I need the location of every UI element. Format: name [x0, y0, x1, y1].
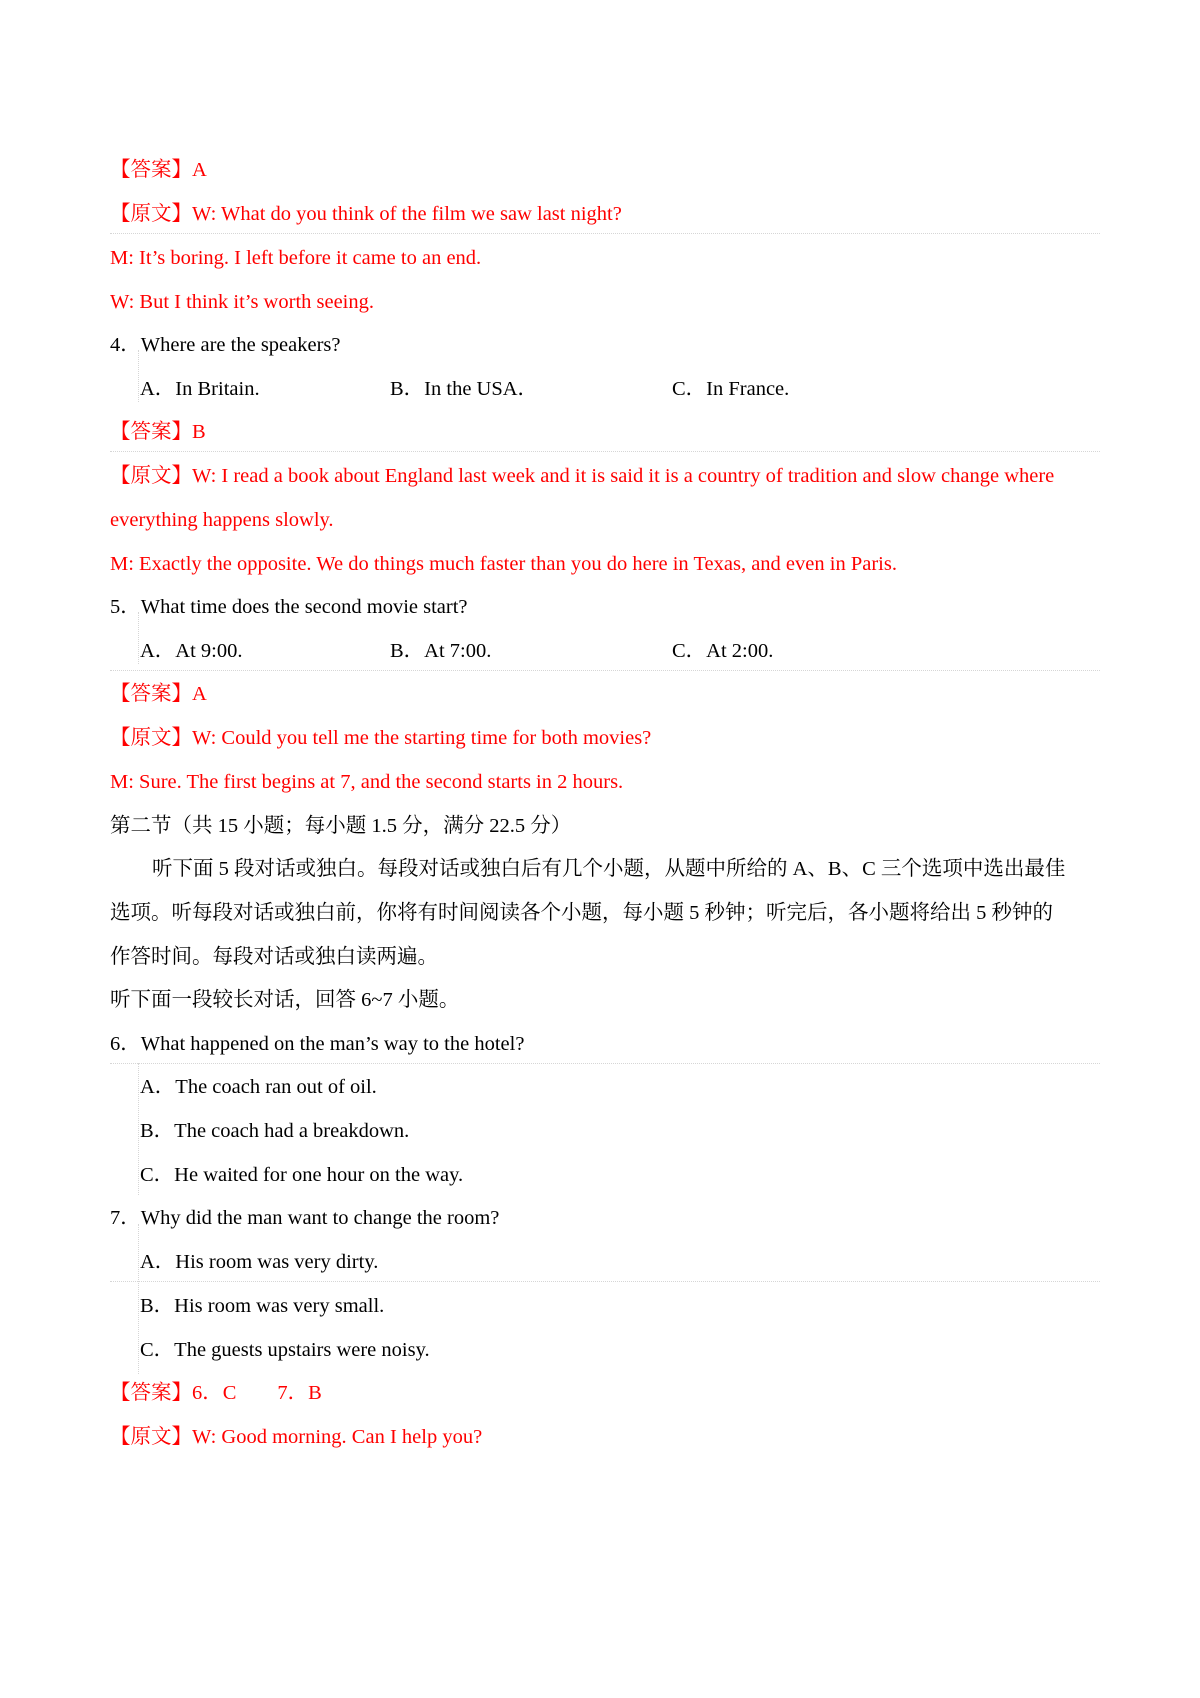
section2-instructions-line-3: 作答时间。每段对话或独白读两遍。: [110, 946, 438, 968]
q6-option-c: C．He waited for one hour on the way.: [140, 1164, 464, 1186]
dialog-intro: 听下面一段较长对话，回答 6~7 小题。: [110, 989, 460, 1011]
q4-script-line-1: 【原文】W: I read a book about England last week and it is said it is a country of tradition and slow change where: [110, 465, 1055, 487]
dotted-divider: [110, 451, 1100, 452]
option-guide-line: [138, 1063, 139, 1195]
q4-script-line-2: everything happens slowly.: [110, 509, 334, 531]
q6-7-answer: 【答案】6．C 7．B: [110, 1382, 322, 1404]
q7-option-a: A．His room was very dirty.: [140, 1251, 379, 1273]
q7-option-c: C．The guests upstairs were noisy.: [140, 1339, 430, 1361]
q5-question: 5．What time does the second movie start?: [110, 596, 468, 618]
section2-instructions-line-1: 听下面 5 段对话或独白。每段对话或独白后有几个小题，从题中所给的 A、B、C 三个选项中选出最佳: [152, 858, 1066, 880]
q5-answer: 【答案】A: [110, 683, 207, 705]
q5-option-c: C．At 2:00.: [672, 640, 774, 662]
option-guide-line: [138, 1224, 139, 1374]
option-guide-line: [138, 612, 139, 664]
q4-script-line-3: M: Exactly the opposite. We do things much faster than you do here in Texas, and even in Paris.: [110, 553, 897, 575]
dotted-divider: [110, 1281, 1100, 1282]
q5-option-b: B．At 7:00.: [390, 640, 492, 662]
dotted-divider: [110, 233, 1100, 234]
q5-script-line-1: 【原文】W: Could you tell me the starting time for both movies?: [110, 727, 652, 749]
q4-question: 4．Where are the speakers?: [110, 334, 341, 356]
q6-7-script-line-1: 【原文】W: Good morning. Can I help you?: [110, 1426, 483, 1448]
q3-answer: 【答案】A: [110, 159, 207, 181]
option-guide-line: [138, 350, 139, 402]
section2-instructions-line-2: 选项。听每段对话或独白前，你将有时间阅读各个小题，每小题 5 秒钟；听完后，各小题将给出 5 秒钟的: [110, 902, 1053, 924]
q3-script-line-3: W: But I think it’s worth seeing.: [110, 291, 375, 313]
q5-option-a: A．At 9:00.: [140, 640, 243, 662]
q7-option-b: B．His room was very small.: [140, 1295, 385, 1317]
dotted-divider: [110, 670, 1100, 671]
q7-question: 7．Why did the man want to change the room?: [110, 1207, 500, 1229]
q6-question: 6．What happened on the man’s way to the hotel?: [110, 1033, 525, 1055]
q4-option-a: A．In Britain.: [140, 378, 260, 400]
section2-heading: 第二节（共 15 小题；每小题 1.5 分，满分 22.5 分）: [110, 815, 572, 837]
q5-script-line-2: M: Sure. The first begins at 7, and the second starts in 2 hours.: [110, 771, 624, 793]
q4-option-b: B．In the USA．: [390, 378, 539, 400]
q4-option-c: C．In France.: [672, 378, 790, 400]
dotted-divider: [110, 1063, 1100, 1064]
q3-script-line-1: 【原文】W: What do you think of the film we saw last night?: [110, 203, 622, 225]
q6-option-b: B．The coach had a breakdown.: [140, 1120, 410, 1142]
q4-answer: 【答案】B: [110, 421, 206, 443]
q6-option-a: A．The coach ran out of oil.: [140, 1076, 377, 1098]
q3-script-line-2: M: It’s boring. I left before it came to an end.: [110, 247, 482, 269]
